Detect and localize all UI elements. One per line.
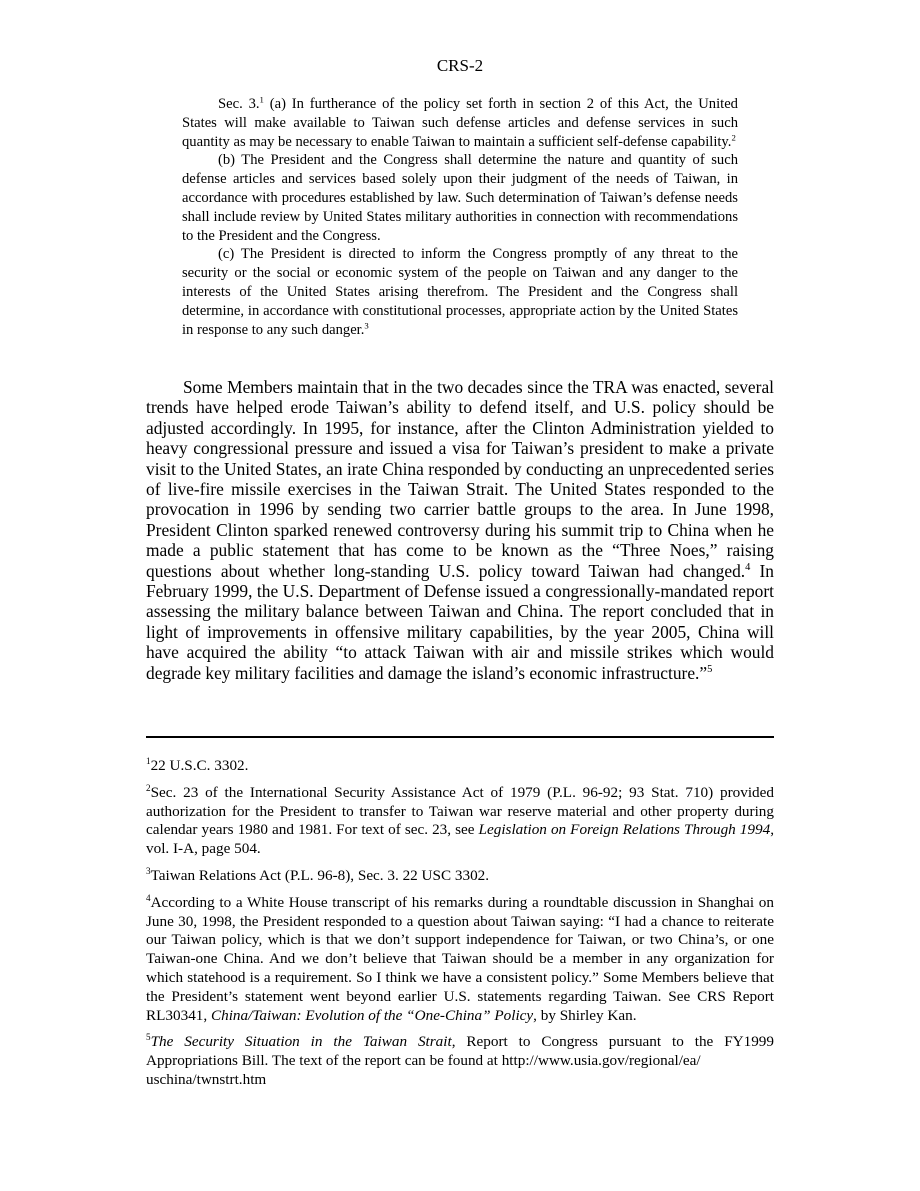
footnote-text: Sec. 23 of the International Security Assistance Act of 1979 (P.L. 96-92; 93 Stat. 710) provided authorization for the President to transfer to Taiwan war reserve material and other property during calendar years 1980 and 1981. For text of sec. 23, see: [146, 783, 774, 839]
footnote-url[interactable]: uschina/twnstrt.htm: [146, 1070, 267, 1088]
footnote-text: Taiwan Relations Act (P.L. 96-8), Sec. 3. 22 USC 3302.: [150, 866, 490, 884]
quote-a-text: (a) In furtherance of the policy set forth in section 2 of this Act, the United States will make available to Taiwan such defense articles and defense services in such quantity as may be necessary to enable Taiwan to maintain a sufficient self-defense capability.: [182, 96, 738, 150]
quote-a-lead: Sec. 3.: [218, 96, 260, 112]
footnote-ref-2[interactable]: 2: [731, 131, 736, 142]
footnote-4: [146, 894, 774, 1026]
footnote-3: [146, 867, 774, 886]
footnotes: [146, 757, 774, 1098]
quote-section-c: [182, 245, 738, 339]
footnote-text: , Report to Congress pursuant to the FY1999 Appropriations Bill. The text of the report can be found at http://www.usia.gov/regional/ea/: [146, 1033, 774, 1070]
footnote-cited-title: Legislation on Foreign Relations Through 1994: [478, 821, 771, 839]
footnote-text: , by Shirley Kan.: [533, 1006, 637, 1024]
footnote-5: [146, 1033, 774, 1089]
page-label: CRS-2: [436, 56, 484, 75]
footnote-number: 4: [146, 892, 151, 903]
footnote-text: According to a White House transcript of his remarks during a roundtable discussion in Shanghai on June 30, 1998, the President responded to a question about Taiwan saying: “I had a chance to reiterate our Taiwan policy, which is that we don’t support independence for Taiwan, or two China’s, or one Taiwan-one China. And we don’t believe that Taiwan should be a member in any organization for which statehood is a requirement. So I think we have a consistent policy.” Some Members believe that the President’s statement went beyond earlier U.S. statements regarding Taiwan. See CRS Report RL30341,: [146, 893, 774, 1024]
body-text-part2: In February 1999, the U.S. Department of Defense issued a congressionally-mandated report assessing the military balance between Taiwan and China. The report concluded that in light of improvements in offensive military capabilities, by the year 2005, China will have acquired the ability “to attack Taiwan with air and missile strikes which would degrade key military facilities and damage the island’s economic infrastructure.”: [146, 560, 774, 683]
footnote-ref-3[interactable]: 3: [364, 319, 369, 330]
quote-section-b: [182, 151, 738, 245]
footnote-text: , vol. I-A, page 504.: [146, 821, 774, 858]
quote-c-text: (c) The President is directed to inform the Congress promptly of any threat to the security or the social or economic system of the people on Taiwan and any danger to the interests of the United States arising therefrom. The President and the Congress shall determine, in accordance with constitutional processes, appropriate action by the United States in response to any such danger.: [182, 246, 738, 338]
quote-b-text: (b) The President and the Congress shall determine the nature and quantity of such defense articles and services based solely upon their judgment of the needs of Taiwan, in accordance with procedures established by law. Such determination of Taiwan’s defense needs shall include review by United States military authorities in connection with recommendations to the President and the Congress.: [182, 152, 738, 244]
footnote-cited-title: China/Taiwan: Evolution of the “One-China” Policy: [210, 1006, 534, 1024]
body-paragraph: [146, 377, 774, 683]
footnote-ref-1[interactable]: 1: [259, 94, 264, 105]
footnote-text: 22 U.S.C. 3302.: [150, 757, 249, 774]
statute-quote: [182, 95, 738, 339]
footnote-ref-5[interactable]: 5: [707, 663, 713, 675]
body-paragraph-container: [146, 377, 774, 683]
page-header: [0, 56, 920, 76]
footnote-divider: [146, 736, 774, 738]
footnote-cited-title: The Security Situation in the Taiwan Strait: [150, 1033, 452, 1051]
footnote-1: [146, 757, 774, 776]
quote-section-a: [182, 95, 738, 151]
footnote-ref-4[interactable]: 4: [745, 561, 751, 573]
footnote-number: 1: [146, 756, 151, 767]
footnote-number: 2: [146, 782, 151, 793]
footnote-number: 3: [146, 866, 151, 877]
footnote-number: 5: [146, 1032, 151, 1043]
footnote-2: [146, 784, 774, 859]
body-text-part1: Some Members maintain that in the two decades since the TRA was enacted, several trends have helped erode Taiwan’s ability to defend itself, and U.S. policy should be adjusted accordingly. In 1995, for instance, after the Clinton Administration yielded to heavy congressional pressure and issued a visa for Taiwan’s president to make a private visit to the United States, an irate China responded by conducting an unprecedented series of live-fire missile exercises in the Taiwan Strait. The United States responded to the provocation in 1996 by sending two carrier battle groups to the area. In June 1998, President Clinton sparked renewed controversy during his summit trip to China when he made a public statement that has come to be known as the “Three Noes,” raising questions about whether long-standing U.S. policy toward Taiwan had changed.: [146, 377, 774, 581]
